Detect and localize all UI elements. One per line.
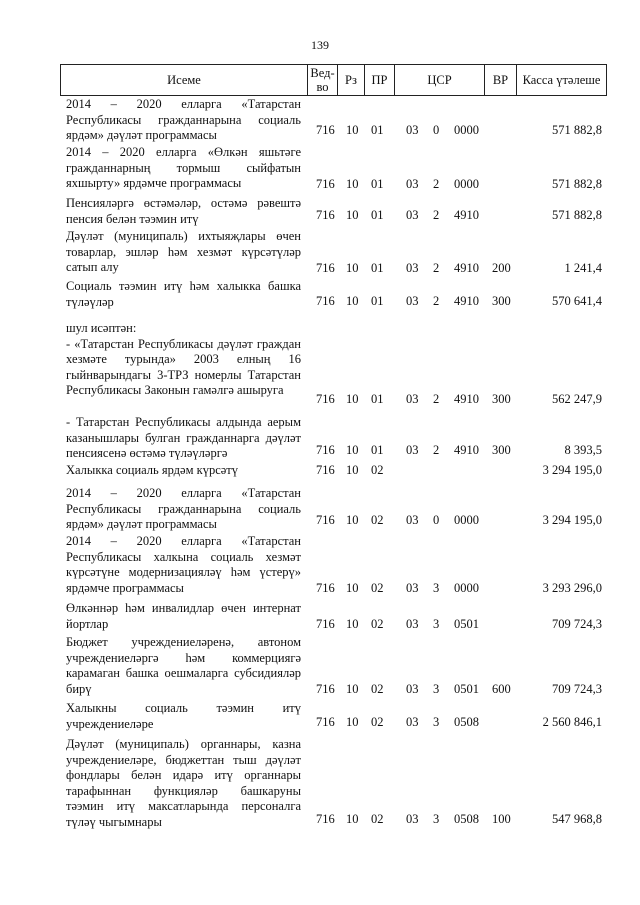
row-ved: 716 <box>316 463 335 477</box>
row-c1: 03 <box>406 208 419 222</box>
row-name-line: Пенсияләргә өстәмәләр, остәмә рәвештә пенсия белән тәэмин итү <box>66 196 301 226</box>
row-name-line: Халыкка социаль ярдәм күрсәтү <box>66 463 239 477</box>
row-rz: 10 <box>346 463 359 477</box>
row-c2: 2 <box>433 392 440 406</box>
header-rz: Рз <box>338 65 365 95</box>
row-c2: 3 <box>433 812 440 826</box>
row-c1: 03 <box>406 513 419 527</box>
row-name-line: Дәүләт (муниципаль) ихтыяҗлары өчен товарлар, эшләр һәм хезмәт күрсәтүләр сатып алу <box>66 229 301 274</box>
row-ved: 716 <box>316 513 335 527</box>
row-pr: 01 <box>371 443 384 457</box>
row-c3: 0501 <box>454 617 479 631</box>
row-rz: 10 <box>346 294 359 308</box>
row-ved: 716 <box>316 294 335 308</box>
row-pr: 02 <box>371 581 384 595</box>
row-ved: 716 <box>316 392 335 406</box>
row-name-line: шул исәптән: <box>66 321 137 335</box>
row-ved: 716 <box>316 123 335 137</box>
row-sum: 3 294 195,0 <box>542 463 602 477</box>
row-sum: 547 968,8 <box>552 812 602 826</box>
row-pr: 01 <box>371 177 384 191</box>
row-name <box>66 737 301 830</box>
row-ved: 716 <box>316 581 335 595</box>
row-c3: 4910 <box>454 443 479 457</box>
row-name-line: 2014 – 2020 елларга «Өлкән яшьтәге гражданнарның тормыш сыйфатын яхшырту» ярдәмче программасы <box>66 145 301 190</box>
row-name <box>66 635 301 697</box>
row-c1: 03 <box>406 294 419 308</box>
row-sum: 709 724,3 <box>552 617 602 631</box>
row-name-line: 2014 – 2020 елларга «Татарстан Республикасы халкына социаль хезмәт күрсәтүне модернизацияләү һәм үстерү» ярдәмче программасы <box>66 534 301 595</box>
row-c3: 0508 <box>454 812 479 826</box>
row-rz: 10 <box>346 123 359 137</box>
row-sum: 3 293 296,0 <box>542 581 602 595</box>
row-c2: 2 <box>433 294 440 308</box>
row-name <box>66 463 301 479</box>
row-c3: 4910 <box>454 208 479 222</box>
row-ved: 716 <box>316 715 335 729</box>
row-vr: 600 <box>492 682 511 696</box>
row-sum: 2 560 846,1 <box>542 715 602 729</box>
row-rz: 10 <box>346 581 359 595</box>
row-c2: 2 <box>433 177 440 191</box>
header-sum: Касса үтәлеше <box>522 73 601 87</box>
row-ved: 716 <box>316 177 335 191</box>
row-name-line: - Татарстан Республикасы алдында аерым казанышлары булган гражданнарга дәүләт пенсиясенә өстәмә түләүләргә <box>66 415 301 460</box>
row-rz: 10 <box>346 443 359 457</box>
row-name <box>66 145 301 192</box>
row-c2: 0 <box>433 123 440 137</box>
row-c2: 2 <box>433 208 440 222</box>
row-pr: 02 <box>371 513 384 527</box>
row-c3: 4910 <box>454 392 479 406</box>
row-name <box>66 279 301 310</box>
row-name <box>66 486 301 533</box>
row-pr: 01 <box>371 392 384 406</box>
row-c1: 03 <box>406 443 419 457</box>
row-c3: 0000 <box>454 123 479 137</box>
row-name <box>66 229 301 276</box>
row-ved: 716 <box>316 261 335 275</box>
row-c2: 0 <box>433 513 440 527</box>
row-c1: 03 <box>406 812 419 826</box>
row-sum: 8 393,5 <box>564 443 602 457</box>
row-ved: 716 <box>316 443 335 457</box>
row-name <box>66 196 301 227</box>
row-sum: 571 882,8 <box>552 177 602 191</box>
row-rz: 10 <box>346 682 359 696</box>
row-c2: 3 <box>433 581 440 595</box>
row-c1: 03 <box>406 617 419 631</box>
row-sum: 3 294 195,0 <box>542 513 602 527</box>
row-pr: 02 <box>371 682 384 696</box>
row-c1: 03 <box>406 123 419 137</box>
row-c1: 03 <box>406 715 419 729</box>
row-ved: 716 <box>316 682 335 696</box>
header-pr: ПР <box>365 65 395 95</box>
row-sum: 571 882,8 <box>552 123 602 137</box>
row-name-line: Бюджет учреждениеләренә, автоном учреждениеләргә һәм коммерциягә карамаган башка оешмаларга субсидияләр бирү <box>66 635 301 696</box>
header-vr: ВР <box>485 65 517 95</box>
row-name <box>66 97 301 144</box>
header-csr: ЦСР <box>395 65 485 95</box>
row-pr: 02 <box>371 617 384 631</box>
row-name-line: - «Татарстан Республикасы дәүләт граждан хезмәте турында» 2003 елның 16 гыйнварындагы 3-ТРЗ номерлы Татарстан Республикасы Законын гамәлгә ашыруга <box>66 336 301 397</box>
row-c3: 4910 <box>454 261 479 275</box>
row-vr: 300 <box>492 443 511 457</box>
row-c2: 2 <box>433 443 440 457</box>
row-name <box>66 701 301 732</box>
header-name: Исеме <box>61 65 308 95</box>
row-sum: 571 882,8 <box>552 208 602 222</box>
row-sum: 709 724,3 <box>552 682 602 696</box>
row-pr: 02 <box>371 715 384 729</box>
row-name-line: Өлкәннәр һәм инвалидлар өчен интернат йортлар <box>66 601 301 631</box>
row-rz: 10 <box>346 177 359 191</box>
row-name-line: Дәүләт (муниципаль) органнары, казна учреждениеләре, бюджеттан тыш дәүләт фондлары белән идарә итү органнары тарафыннан функцияләр башкаруны тәэмин итү максатларында персоналга түләү чыгымнары <box>66 737 301 829</box>
row-sum: 1 241,4 <box>564 261 602 275</box>
row-pr: 01 <box>371 208 384 222</box>
row-c3: 0000 <box>454 513 479 527</box>
table-header <box>60 64 607 96</box>
row-name-line: Социаль тәэмин итү һәм халыкка башка түләүләр <box>66 279 301 309</box>
row-rz: 10 <box>346 392 359 406</box>
row-c1: 03 <box>406 581 419 595</box>
row-c1: 03 <box>406 392 419 406</box>
row-sum: 570 641,4 <box>552 294 602 308</box>
row-c2: 3 <box>433 617 440 631</box>
row-ved: 716 <box>316 617 335 631</box>
row-c2: 2 <box>433 261 440 275</box>
row-vr: 200 <box>492 261 511 275</box>
row-c3: 0000 <box>454 177 479 191</box>
row-c3: 4910 <box>454 294 479 308</box>
row-c1: 03 <box>406 177 419 191</box>
header-ved: Вед-во <box>308 65 338 95</box>
row-pr: 01 <box>371 261 384 275</box>
row-rz: 10 <box>346 513 359 527</box>
row-name-line: 2014 – 2020 елларга «Татарстан Республикасы гражданнарына социаль ярдәм» дәүләт программасы <box>66 486 301 531</box>
row-c1: 03 <box>406 682 419 696</box>
row-ved: 716 <box>316 812 335 826</box>
row-name <box>66 321 301 399</box>
row-pr: 01 <box>371 123 384 137</box>
row-c3: 0508 <box>454 715 479 729</box>
row-name <box>66 601 301 632</box>
row-rz: 10 <box>346 261 359 275</box>
row-ved: 716 <box>316 208 335 222</box>
row-name <box>66 534 301 596</box>
row-c3: 0000 <box>454 581 479 595</box>
row-vr: 300 <box>492 392 511 406</box>
row-sum: 562 247,9 <box>552 392 602 406</box>
row-name-line: Халыкны социаль тәэмин итү учреждениеләре <box>66 701 301 731</box>
row-c3: 0501 <box>454 682 479 696</box>
row-c2: 3 <box>433 715 440 729</box>
row-name-line: 2014 – 2020 елларга «Татарстан Республикасы гражданнарына социаль ярдәм» дәүләт программасы <box>66 97 301 142</box>
page-number: 139 <box>311 38 329 52</box>
row-c1: 03 <box>406 261 419 275</box>
row-rz: 10 <box>346 715 359 729</box>
row-pr: 02 <box>371 812 384 826</box>
row-c2: 3 <box>433 682 440 696</box>
row-rz: 10 <box>346 812 359 826</box>
row-pr: 02 <box>371 463 384 477</box>
row-rz: 10 <box>346 617 359 631</box>
row-rz: 10 <box>346 208 359 222</box>
row-vr: 100 <box>492 812 511 826</box>
row-name <box>66 415 301 462</box>
row-vr: 300 <box>492 294 511 308</box>
row-pr: 01 <box>371 294 384 308</box>
